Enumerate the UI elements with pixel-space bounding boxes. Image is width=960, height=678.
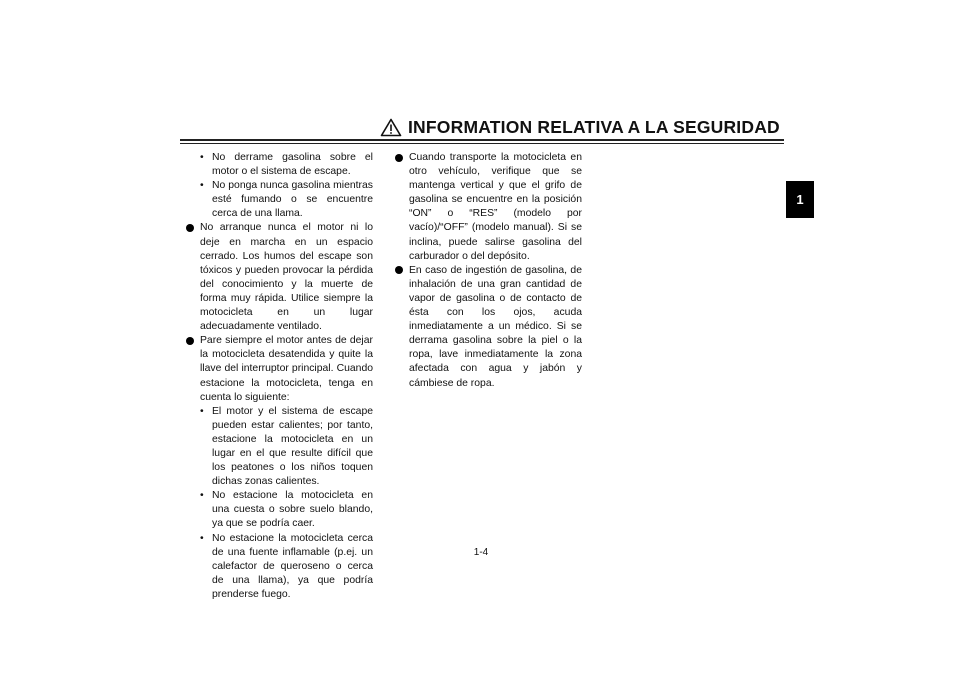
page-title: INFORMATION RELATIVA A LA SEGURIDAD bbox=[408, 117, 780, 137]
bullet-marker: • bbox=[200, 152, 204, 163]
page-number: 1-4 bbox=[473, 547, 489, 558]
bullet-marker: • bbox=[200, 490, 204, 502]
page-header bbox=[380, 117, 780, 138]
bullet-marker: • bbox=[200, 180, 204, 192]
bullet-item: No arranque nunca el motor ni lo deje en marcha en un espacio cerrado. Los humos del escape son tóxicos y pueden provocar la pérdida del conocimiento y la muerte de forma muy rápida. Utilice siempre la motocicleta en un lugar adecuadamente ventilado. bbox=[186, 221, 373, 334]
sub-bullet-item: • No ponga nunca gasolina mientras esté fumando o se encuentre cerca de una llama. bbox=[200, 180, 373, 220]
right-column bbox=[395, 151, 582, 391]
header-rule-thin bbox=[180, 143, 784, 144]
bullet-item: Cuando transporte la motocicleta en otro vehículo, verifique que se mantenga vertical y que el grifo de gasolina se encuentre en la posición “ON” o “RES” (modelo por vacío)/“OFF” (modelo manual). Si se inclina, puede salirse gasolina del carburador o del depósito. bbox=[395, 151, 582, 264]
warning-triangle-icon bbox=[380, 118, 402, 137]
sub-bullet-item: • El motor y el sistema de escape pueden estar calientes; por tanto, estacione la motocicleta en un lugar en el que resulte difícil que los peatones o los niños toquen dichas zonas calientes. bbox=[200, 405, 373, 488]
bullet-item: En caso de ingestión de gasolina, de inhalación de una gran cantidad de vapor de gasolina o de contacto de ésta con los ojos, acuda inmediatamente a un médico. Si se derrama gasolina sobre la piel o la ropa, lave inmediatamente la zona afectada con agua y jabón y cámbiese de ropa. bbox=[395, 264, 582, 391]
sub-bullet-item: • No estacione la motocicleta en una cuesta o sobre suelo blando, ya que se podría caer. bbox=[200, 490, 373, 530]
sub-bullet-item: • No derrame gasolina sobre el motor o el sistema de escape. bbox=[200, 152, 373, 178]
bullet-dot-icon bbox=[395, 266, 403, 274]
bullet-marker: • bbox=[200, 532, 204, 544]
bullet-item: Pare siempre el motor antes de dejar la motocicleta desatendida y quite la llave del interruptor principal. Cuando estacione la motocicleta, tenga en cuenta lo siguiente: bbox=[186, 334, 373, 404]
bullet-dot-icon bbox=[186, 224, 194, 232]
sub-bullet-item: • No estacione la motocicleta cerca de una fuente inflamable (p.ej. un calefactor de queroseno o cerca de una llama), ya que podría prenderse fuego. bbox=[200, 532, 373, 600]
bullet-dot-icon bbox=[395, 154, 403, 162]
bullet-dot-icon bbox=[186, 337, 194, 345]
left-column bbox=[186, 151, 373, 602]
bullet-marker: • bbox=[200, 405, 204, 417]
header-rule bbox=[180, 139, 784, 141]
chapter-tab: 1 bbox=[786, 181, 814, 218]
